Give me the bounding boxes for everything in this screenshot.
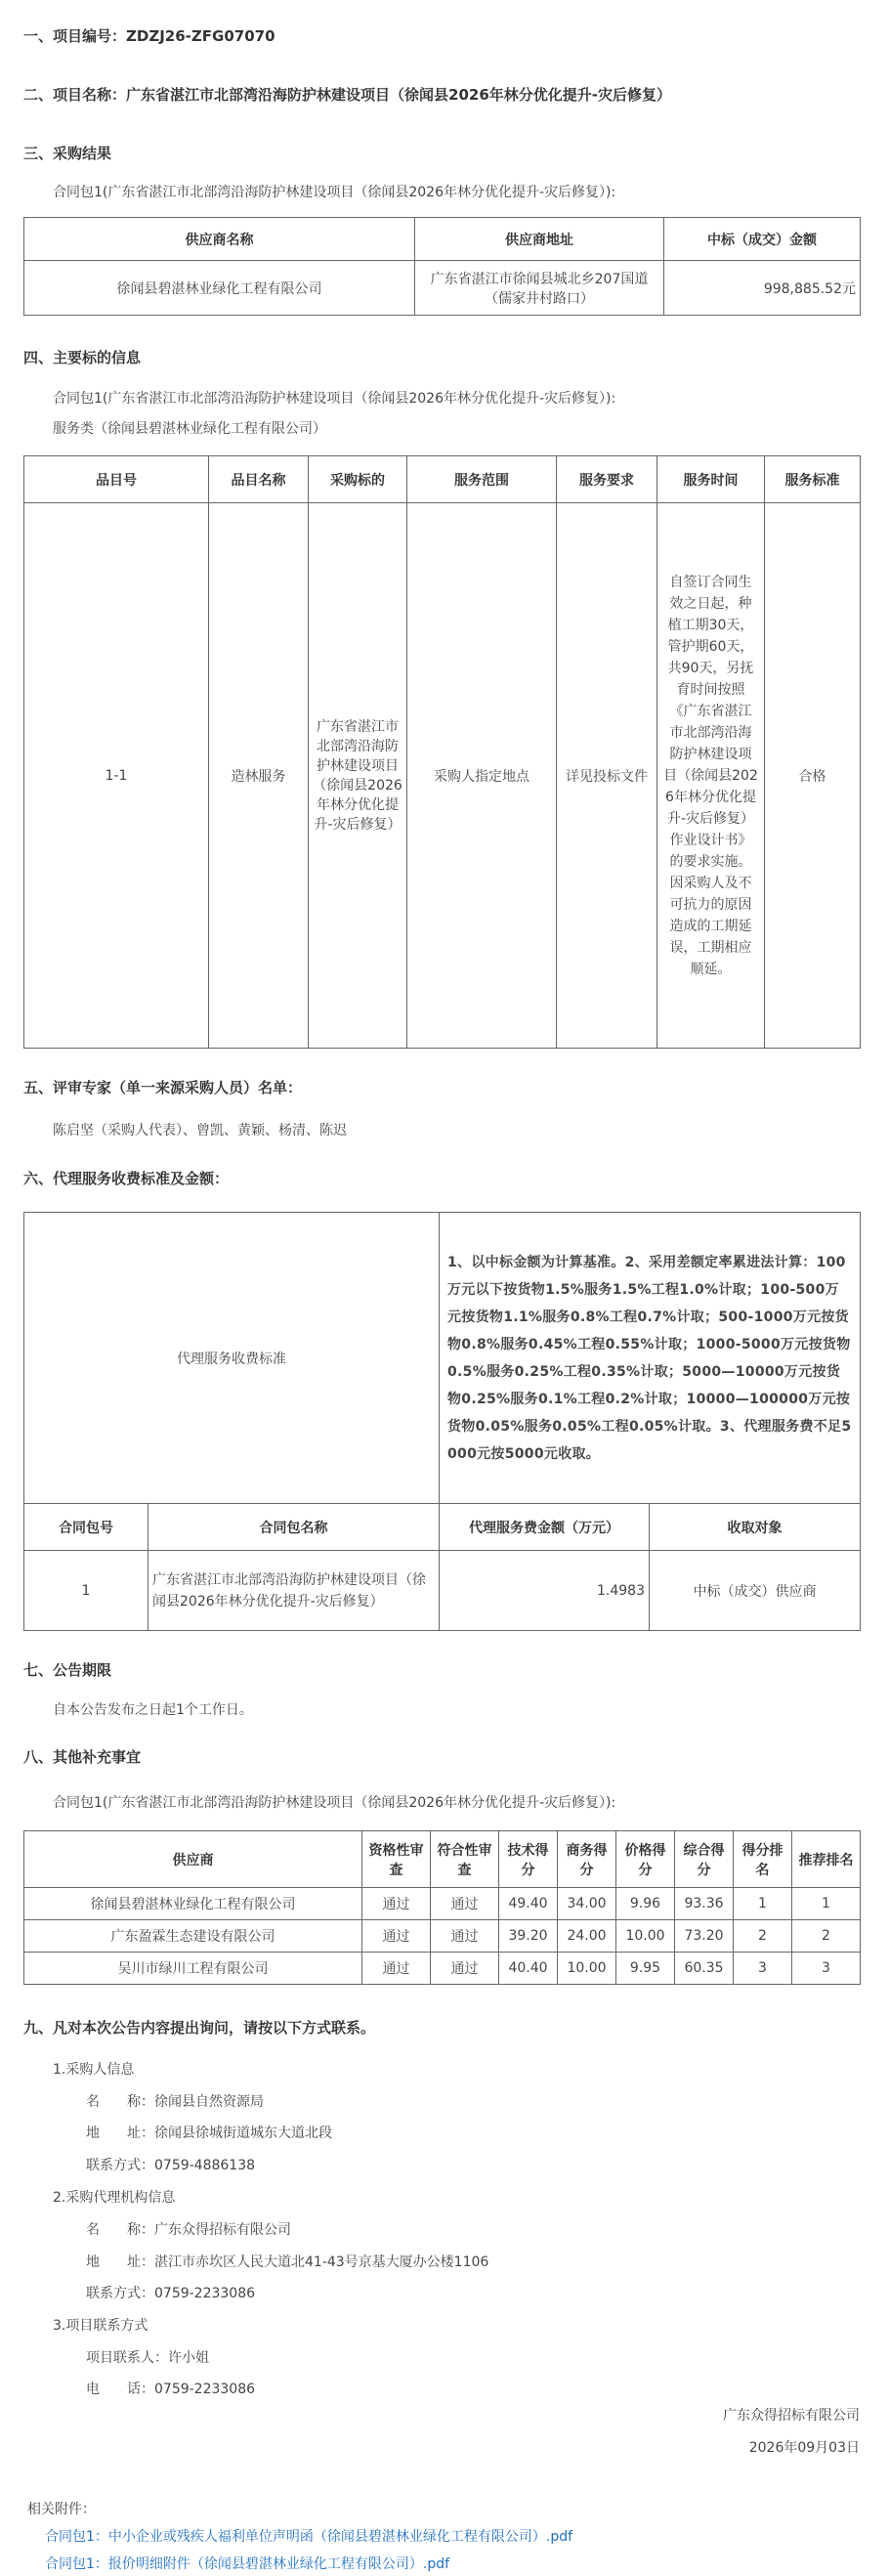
fee-package-name: 广东省湛江市北部湾沿海防护林建设项目（徐闻县2026年林分优化提升-灾后修复） (148, 1551, 440, 1631)
item-name: 造林服务 (209, 503, 309, 1049)
score-header-recommend: 推荐排名 (792, 1831, 861, 1888)
item-service-standard: 合格 (765, 503, 861, 1049)
item-code: 1-1 (24, 503, 209, 1049)
agency-address: 地 址：湛江市赤坎区人民大道北41-43号京基大厦办公楼1106 (86, 2254, 489, 2270)
score-cell: 9.96 (616, 1888, 675, 1920)
section-heading-contact: 九、凡对本次公告内容提出询问，请按以下方式联系。 (23, 2019, 376, 2037)
section-heading-fee: 六、代理服务收费标准及金额： (23, 1170, 230, 1187)
score-cell: 2 (734, 1920, 792, 1953)
item-header-scope: 服务范围 (407, 456, 557, 503)
result-amount: 998,885.52元 (664, 261, 861, 316)
score-cell: 9.95 (616, 1953, 675, 1985)
item-header-subject: 采购标的 (309, 456, 407, 503)
table-row (24, 1888, 861, 1920)
item-header-standard: 服务标准 (765, 456, 861, 503)
table-row (24, 1551, 861, 1631)
fee-header-amount: 代理服务费金额（万元） (440, 1504, 650, 1551)
score-cell: 49.40 (499, 1888, 558, 1920)
score-cell: 通过 (362, 1920, 431, 1953)
other-package-line: 合同包1(广东省湛江市北部湾沿海防护林建设项目（徐闻县2026年林分优化提升-灾后修复）): (53, 1795, 616, 1811)
fee-standard-label: 代理服务收费标准 (24, 1213, 440, 1504)
score-cell: 93.36 (675, 1888, 734, 1920)
item-table (23, 455, 861, 1049)
fee-header-payer: 收取对象 (650, 1504, 861, 1551)
item-header-name: 品目名称 (209, 456, 309, 503)
score-cell: 通过 (431, 1953, 499, 1985)
fee-table (23, 1212, 861, 1631)
score-header-price: 价格得分 (616, 1831, 675, 1888)
notice-period: 自本公告发布之日起1个工作日。 (53, 1702, 253, 1718)
result-supplier: 徐闻县碧湛林业绿化工程有限公司 (24, 261, 415, 316)
result-table (23, 217, 861, 316)
section-heading-other: 八、其他补充事宜 (23, 1748, 142, 1766)
item-header-time: 服务时间 (657, 456, 765, 503)
score-cell: 3 (734, 1953, 792, 1985)
table-row (24, 1953, 861, 1985)
expert-list: 陈启坚（采购人代表）、曾凯、黄颖、杨清、陈迟 (53, 1123, 347, 1138)
fee-header-package-name: 合同包名称 (148, 1504, 440, 1551)
score-cell: 40.40 (499, 1953, 558, 1985)
items-service-type: 服务类（徐闻县碧湛林业绿化工程有限公司） (53, 421, 326, 437)
score-cell: 1 (792, 1888, 861, 1920)
score-header-qualification: 资格性审查 (362, 1831, 431, 1888)
project-contact-phone: 电 话：0759-2233086 (86, 2382, 256, 2397)
score-header-total: 综合得分 (675, 1831, 734, 1888)
agency-name: 名 称：广东众得招标有限公司 (86, 2222, 291, 2238)
item-requirement: 详见投标文件 (557, 503, 657, 1049)
score-header-supplier: 供应商 (24, 1831, 362, 1888)
item-subject: 广东省湛江市北部湾沿海防护林建设项目（徐闻县2026年林分优化提升-灾后修复） (309, 503, 407, 1049)
score-cell: 2 (792, 1920, 861, 1953)
score-cell: 通过 (362, 1888, 431, 1920)
contact-heading-purchaser: 1.采购人信息 (53, 2062, 135, 2078)
score-cell: 吴川市绿川工程有限公司 (24, 1953, 362, 1985)
result-header-supplier: 供应商名称 (24, 218, 415, 261)
item-service-time: 自签订合同生效之日起，种植工期30天，管护期60天，共90天，另抚育时间按照《广东省湛江市北部湾沿海防护林建设项目（徐闻县2026年林分优化提升-灾后修复）作业设计书》的要求实施。因采购人及不可抗力的原因造成的工期延误，工期相应顺延。 (657, 503, 765, 1049)
section-heading-period: 七、公告期限 (23, 1661, 112, 1679)
table-row (24, 261, 861, 316)
table-row (24, 503, 861, 1049)
score-cell: 1 (734, 1888, 792, 1920)
score-cell: 10.00 (558, 1953, 616, 1985)
attachment-link-quotation[interactable]: 合同包1：报价明细附件（徐闻县碧湛林业绿化工程有限公司）.pdf (45, 2556, 450, 2572)
purchaser-address: 地 址：徐闻县徐城街道城东大道北段 (86, 2125, 332, 2141)
score-cell: 广东盈霖生态建设有限公司 (24, 1920, 362, 1953)
score-cell: 徐闻县碧湛林业绿化工程有限公司 (24, 1888, 362, 1920)
contact-heading-agency: 2.采购代理机构信息 (53, 2190, 176, 2206)
score-header-technical: 技术得分 (499, 1831, 558, 1888)
fee-header-package-no: 合同包号 (24, 1504, 148, 1551)
contact-heading-project: 3.项目联系方式 (53, 2318, 148, 2334)
result-address: 广东省湛江市徐闻县城北乡207国道（儒家井村路口） (415, 261, 664, 316)
score-cell: 通过 (362, 1953, 431, 1985)
section-heading-experts: 五、评审专家（单一来源采购人员）名单： (23, 1079, 303, 1096)
result-header-address: 供应商地址 (415, 218, 664, 261)
result-header-amount: 中标（成交）金额 (664, 218, 861, 261)
score-cell: 24.00 (558, 1920, 616, 1953)
attachments-label: 相关附件： (27, 2502, 96, 2517)
publish-date: 2026年09月03日 (748, 2440, 860, 2456)
score-cell: 3 (792, 1953, 861, 1985)
fee-amount: 1.4983 (440, 1551, 650, 1631)
items-package-line: 合同包1(广东省湛江市北部湾沿海防护林建设项目（徐闻县2026年林分优化提升-灾后修复）): (53, 391, 616, 407)
score-table (23, 1830, 861, 1985)
score-cell: 34.00 (558, 1888, 616, 1920)
score-cell: 60.35 (675, 1953, 734, 1985)
fee-payer: 中标（成交）供应商 (650, 1551, 861, 1631)
purchaser-name: 名 称：徐闻县自然资源局 (86, 2094, 264, 2110)
signer: 广东众得招标有限公司 (723, 2408, 860, 2424)
item-header-requirement: 服务要求 (557, 456, 657, 503)
score-cell: 通过 (431, 1920, 499, 1953)
fee-package-no: 1 (24, 1551, 148, 1631)
item-scope: 采购人指定地点 (407, 503, 557, 1049)
project-number: 一、项目编号：ZDZJ26-ZFG07070 (23, 27, 275, 45)
project-contact-person: 项目联系人：许小姐 (86, 2350, 209, 2366)
purchaser-phone: 联系方式：0759-4886138 (86, 2158, 256, 2173)
attachment-link-declaration[interactable]: 合同包1：中小企业或残疾人福利单位声明函（徐闻县碧湛林业绿化工程有限公司）.pdf (45, 2529, 573, 2545)
agency-phone: 联系方式：0759-2233086 (86, 2286, 256, 2301)
project-name: 二、项目名称：广东省湛江市北部湾沿海防护林建设项目（徐闻县2026年林分优化提升-灾后修复） (23, 86, 671, 104)
score-header-compliance: 符合性审查 (431, 1831, 499, 1888)
table-row (24, 1920, 861, 1953)
score-cell: 39.20 (499, 1920, 558, 1953)
item-header-code: 品目号 (24, 456, 209, 503)
score-cell: 10.00 (616, 1920, 675, 1953)
score-header-business: 商务得分 (558, 1831, 616, 1888)
score-cell: 73.20 (675, 1920, 734, 1953)
fee-standard-text: 1、以中标金额为计算基准。2、采用差额定率累进法计算：100万元以下按货物1.5%服务1.5%工程1.0%计取；100-500万元按货物1.1%服务0.8%工程0.7%计取；500-1000万元按货物0.8%服务0.45%工程0.55%计取；1000-5000万元按货物0.5%服务0.25%工程0.35%计取；5000—10000万元按货物0.25%服务0.1%工程0.2%计取；10000—100000万元按货物0.05%服务0.05%工程0.05%计取。3、代理服务费不足5000元按5000元收取。 (440, 1213, 861, 1504)
score-header-rank: 得分排名 (734, 1831, 792, 1888)
section-heading-results: 三、采购结果 (23, 145, 112, 162)
package-line: 合同包1(广东省湛江市北部湾沿海防护林建设项目（徐闻县2026年林分优化提升-灾后修复）): (53, 185, 616, 200)
section-heading-items: 四、主要标的信息 (23, 349, 142, 366)
score-cell: 通过 (431, 1888, 499, 1920)
